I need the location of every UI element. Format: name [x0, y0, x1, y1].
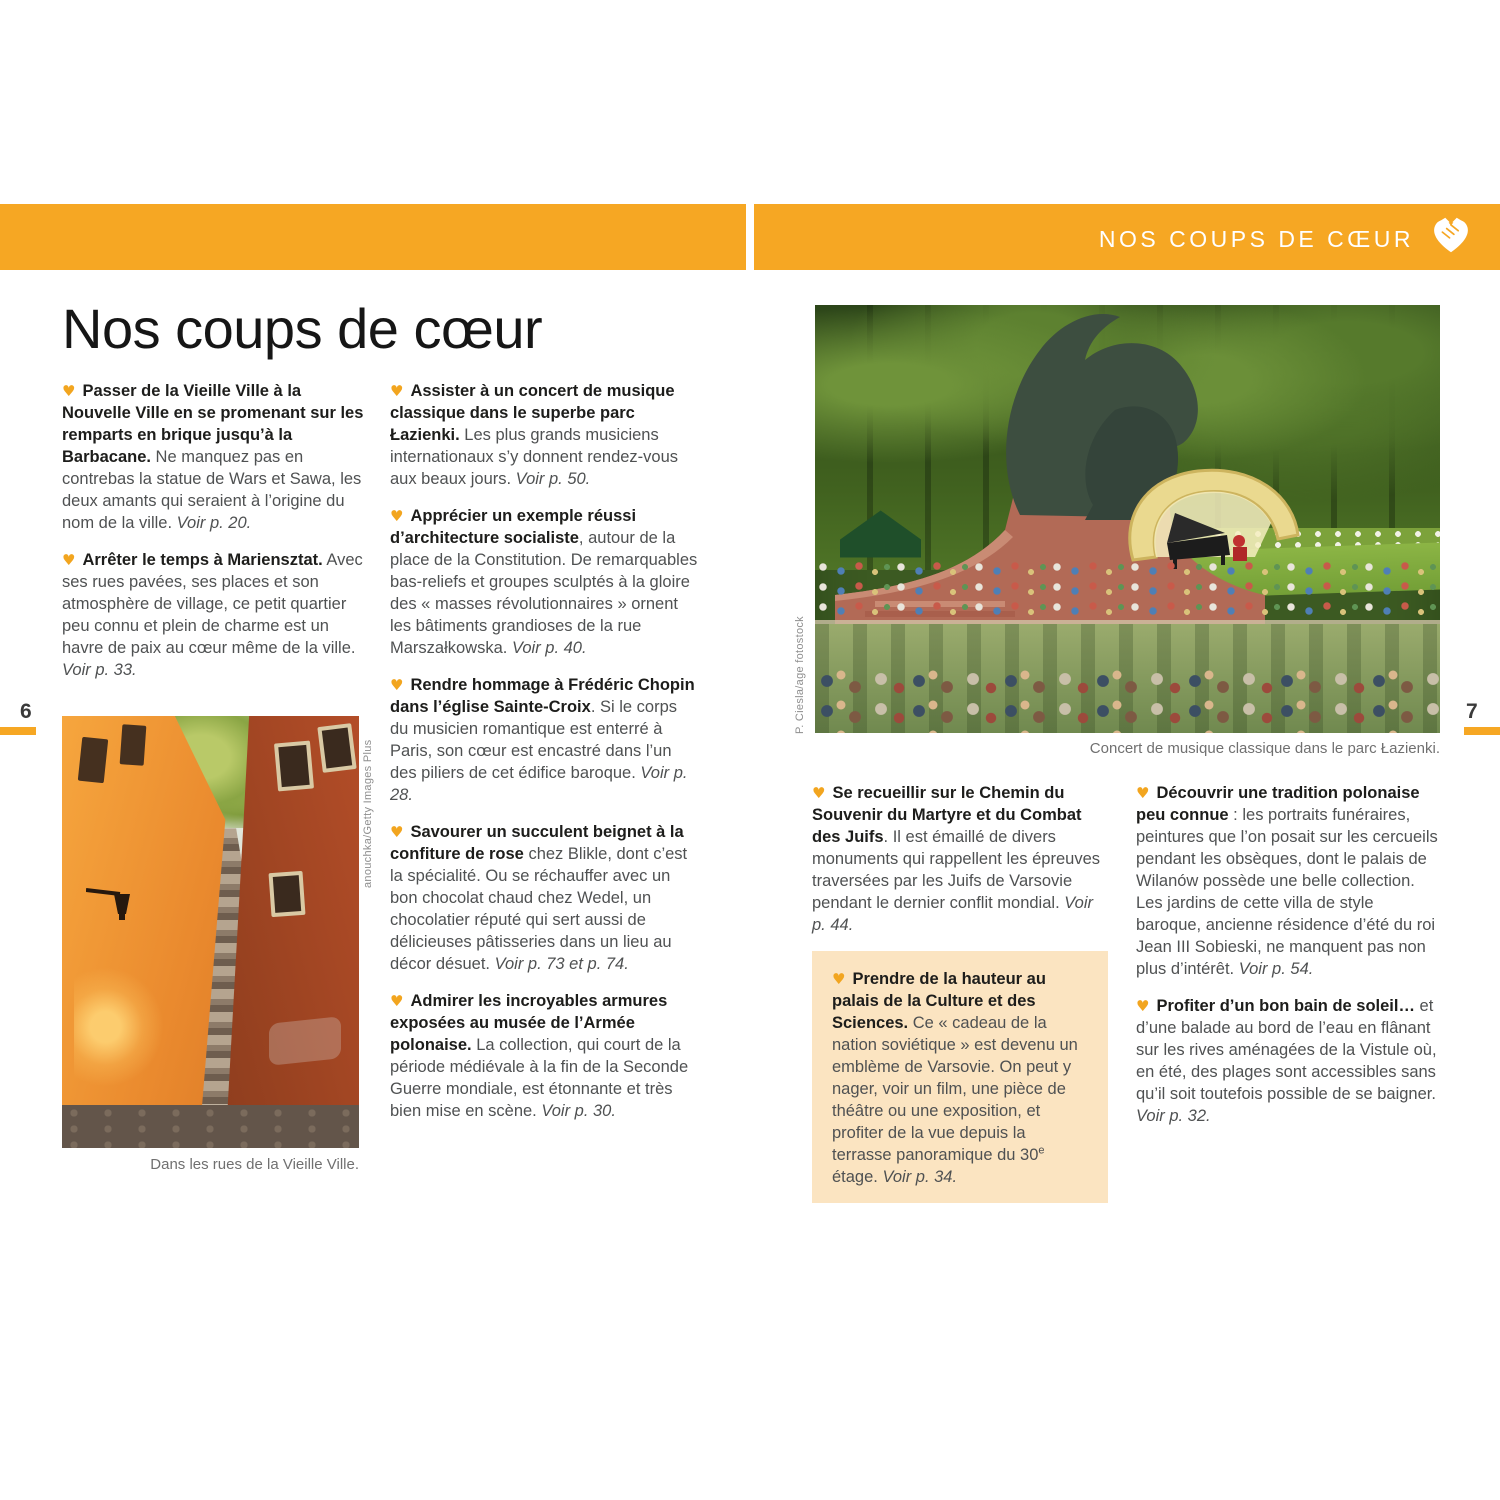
item-page-ref: Voir p. 54.	[1238, 960, 1314, 978]
window	[274, 740, 314, 791]
window	[78, 736, 108, 782]
item-lead: Découvrir une tradition polonaise peu connue	[1136, 784, 1420, 824]
highlight-box	[812, 951, 1108, 1203]
item-text: étage.	[832, 1168, 883, 1186]
item-page-ref: Voir p. 32.	[1136, 1107, 1211, 1125]
right-column-1	[812, 782, 1108, 1203]
item-page-ref: Voir p. 30.	[541, 1102, 616, 1120]
favorites-item	[1136, 995, 1442, 1127]
window	[120, 724, 147, 766]
favorites-item	[832, 968, 1088, 1188]
item-lead: Savourer un succulent beignet à la confiture de rose	[390, 823, 684, 863]
heart-icon: ♥	[390, 382, 404, 400]
item-page-ref: Voir p. 28.	[390, 764, 688, 804]
left-column-1	[62, 380, 364, 696]
superscript: e	[1038, 1144, 1045, 1157]
item-text: et d’une balade au bord de l’eau en flânant sur les rives aménagées de la Vistule où, en été, des plages sont accessibles sans qu’il soit toutefois possible de se baigner.	[1136, 997, 1437, 1103]
item-text: Ne manquez pas en contrebas la statue de Wars et Sawa, les deux amants qui seraient à l’origine du nom de la ville.	[62, 448, 362, 532]
cobblestones	[62, 1105, 359, 1148]
item-lead: Admirer les incroyables armures exposées au musée de l’Armée polonaise.	[390, 992, 668, 1054]
heart-icon: ♥	[1136, 997, 1150, 1015]
item-page-ref: Voir p. 34.	[882, 1168, 958, 1186]
item-text: . Il est émaillé de divers monuments qui rappellent les épreuves traversées par les Juifs de Varsovie pendant le dernier conflit mondial.	[812, 828, 1101, 912]
item-page-ref: Voir p. 73 et p. 74.	[494, 955, 629, 973]
page-number-left: 6	[20, 700, 32, 723]
street-lamp	[86, 880, 150, 936]
graffiti	[269, 1016, 341, 1066]
page-number-tick-left	[0, 727, 36, 735]
pianist	[1233, 535, 1245, 547]
handshake-heart-icon	[1428, 214, 1474, 261]
item-text: Les plus grands musiciens internationaux s’y donnent rendez-vous aux beaux jours.	[390, 426, 679, 488]
heart-icon: ♥	[1136, 784, 1150, 802]
street-photo	[62, 716, 359, 1148]
item-text: La collection, qui court de la période médiévale à la fin de la Seconde Guerre mondiale, est étonnante et très bien mise en scène.	[390, 1036, 689, 1120]
item-lead: Assister à un concert de musique classique dans le superbe parc Łazienki.	[390, 382, 675, 444]
heart-icon: ♥	[390, 676, 404, 694]
lantern-glow	[74, 967, 164, 1087]
favorites-item	[390, 990, 698, 1122]
item-text: Avec ses rues pavées, ses places et son atmosphère de village, ce petit quartier peu connu et plein de charme est un havre de paix au cœur même de la ville.	[62, 551, 363, 657]
item-lead: Arrêter le temps à Mariensztat.	[82, 551, 323, 569]
item-lead: Profiter d’un bon bain de soleil…	[1156, 997, 1415, 1015]
heart-icon: ♥	[812, 784, 826, 802]
item-lead: Passer de la Vieille Ville à la Nouvelle Ville en se promenant sur les remparts en brique jusqu’à la Barbacane.	[62, 382, 364, 466]
photo-caption: Dans les rues de la Vieille Ville.	[150, 1156, 359, 1173]
left-column-2	[390, 380, 698, 1137]
window	[268, 870, 305, 916]
heart-icon: ♥	[390, 823, 404, 841]
favorites-item	[812, 782, 1108, 936]
photo-credit: P. Ciesla/age fotostock	[794, 616, 806, 734]
item-text: . Si le corps du musicien romantique est enterré à Paris, son cœur est encastré dans l’un des piliers de cet édifice baroque.	[390, 698, 678, 782]
favorites-item	[62, 549, 364, 681]
heart-icon: ♥	[62, 551, 76, 569]
item-page-ref: Voir p. 44.	[812, 894, 1093, 934]
foreground-crowd	[815, 669, 1440, 733]
item-text: : les portraits funéraires, peintures que l’on posait sur les cercueils pendant les obsèques, dont le palais de Wilanów possède une belle collection. Les jardins de cette villa de style baroque, ancienne résidence d’été du roi Jean III Sobieski, ne manquent pas non plus d’intérêt.	[1136, 806, 1438, 978]
park-photo	[815, 305, 1440, 733]
photo-caption: Concert de musique classique dans le parc Łazienki.	[1089, 740, 1440, 757]
favorites-item	[390, 821, 698, 975]
favorites-item	[390, 380, 698, 490]
header-bar-right	[754, 204, 1500, 270]
heart-icon: ♥	[832, 970, 846, 988]
header-bar-left	[0, 204, 746, 270]
favorites-item	[390, 505, 698, 659]
item-page-ref: Voir p. 20.	[176, 514, 252, 532]
item-text: Ce « cadeau de la nation soviétique » est devenu un emblème de Varsovie. On peut y nager, voir un film, une pièce de théâtre ou une exposition, et profiter de la vue depuis la terrasse panoramique du 30	[832, 1014, 1078, 1164]
right-column-2	[1136, 782, 1442, 1142]
item-page-ref: Voir p. 50.	[515, 470, 591, 488]
item-lead: Apprécier un exemple réussi d’architecture socialiste	[390, 507, 637, 547]
favorites-item	[1136, 782, 1442, 980]
audience-crowd	[815, 558, 1440, 622]
favorites-item	[62, 380, 364, 534]
page-number-right: 7	[1466, 700, 1478, 723]
heart-icon: ♥	[390, 507, 404, 525]
item-text: chez Blikle, dont c’est la spécialité. Ou se réchauffer avec un bon chocolat chaud chez Wedel, un chocolatier réputé qui sert aussi de délicieuses pâtisseries dans un lieu au décor désuet.	[390, 845, 688, 973]
page-title: Nos coups de cœur	[62, 297, 543, 360]
item-text: , autour de la place de la Constitution. De remarquables bas-reliefs et groupes sculptés à la gloire des « masses révolutionnaires » ornent les bâtiments grandioses de la rue Marszałkowska.	[390, 529, 698, 657]
item-page-ref: Voir p. 33.	[62, 661, 137, 679]
item-lead: Se recueillir sur le Chemin du Souvenir du Martyre et du Combat des Juifs	[812, 784, 1082, 846]
favorites-item	[390, 674, 698, 806]
item-lead: Rendre hommage à Frédéric Chopin dans l’église Sainte-Croix	[390, 676, 695, 716]
photo-credit: anouchka/Getty Images Plus	[362, 739, 374, 888]
page-number-tick-right	[1464, 727, 1500, 735]
window	[318, 723, 357, 773]
heart-icon: ♥	[390, 992, 404, 1010]
item-lead: Prendre de la hauteur au palais de la Culture et des Sciences.	[832, 970, 1046, 1032]
header-title: NOS COUPS DE CŒUR	[1098, 225, 1414, 252]
heart-icon: ♥	[62, 382, 76, 400]
item-page-ref: Voir p. 40.	[511, 639, 587, 657]
